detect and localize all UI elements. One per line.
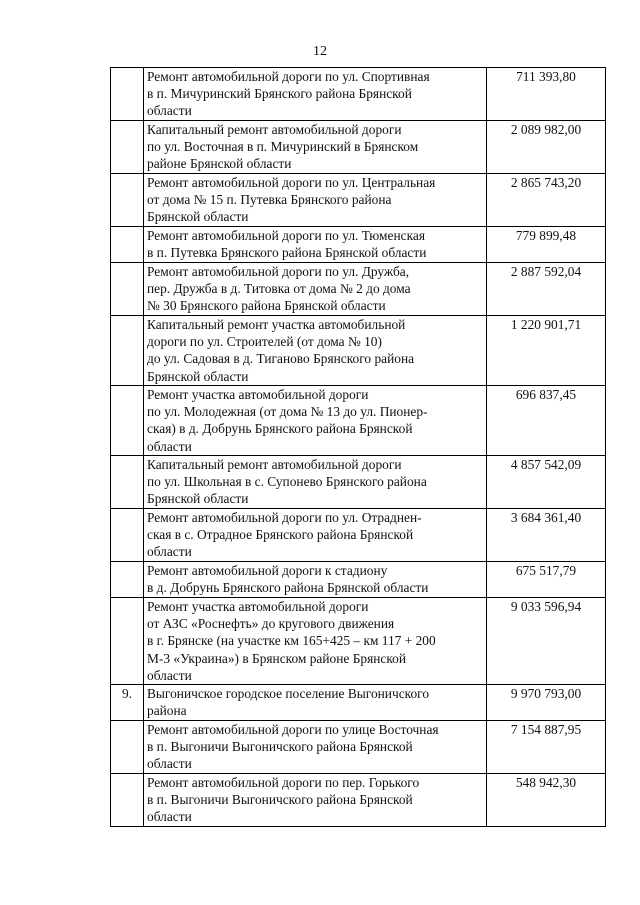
row-description <box>144 386 487 456</box>
description-line: Ремонт участка автомобильной дороги <box>147 599 369 614</box>
description-line: по ул. Школьная в с. Супонево Брянского района <box>147 474 427 490</box>
description-line: Ремонт автомобильной дороги по ул. Тюменская <box>147 228 425 243</box>
row-amount: 4 857 542,09 <box>487 456 606 509</box>
description-line: области <box>147 438 192 454</box>
description-line: по ул. Молодежная (от дома № 13 до ул. Пионер- <box>147 404 428 420</box>
table-row <box>111 685 606 721</box>
description-line: ская в с. Отрадное Брянского района Брянской <box>147 527 414 543</box>
description-line: района <box>147 703 187 719</box>
table-row <box>111 598 606 685</box>
row-amount: 9 970 793,00 <box>487 685 606 721</box>
row-number <box>111 598 144 685</box>
table-row <box>111 509 606 562</box>
row-number <box>111 121 144 174</box>
description-line: Ремонт автомобильной дороги по ул. Центральная <box>147 175 436 190</box>
description-line: № 30 Брянского района Брянской области <box>147 298 386 314</box>
description-line: в п. Путевка Брянского района Брянской области <box>147 245 427 261</box>
description-line: Ремонт автомобильной дороги к стадиону <box>147 563 388 578</box>
row-number <box>111 316 144 386</box>
description-line: М-3 «Украина») в Брянском районе Брянской <box>147 650 407 666</box>
table-row <box>111 774 606 827</box>
page-number: 12 <box>313 44 327 59</box>
table-row <box>111 316 606 386</box>
row-description <box>144 685 487 721</box>
row-number <box>111 263 144 316</box>
description-line: в п. Выгоничи Выгоничского района Брянской <box>147 792 413 808</box>
description-line: в п. Мичуринский Брянского района Брянской <box>147 86 412 102</box>
description-line: в п. Выгоничи Выгоничского района Брянской <box>147 739 413 755</box>
description-line: Капитальный ремонт участка автомобильной <box>147 317 406 332</box>
table-row <box>111 121 606 174</box>
description-line: ская) в д. Добрунь Брянского района Брянской <box>147 421 413 437</box>
row-description <box>144 721 487 774</box>
row-amount: 675 517,79 <box>487 562 606 598</box>
description-line: Ремонт автомобильной дороги по улице Восточная <box>147 722 439 738</box>
table-row <box>111 562 606 598</box>
row-description <box>144 456 487 509</box>
description-line: в д. Добрунь Брянского района Брянской области <box>147 580 429 596</box>
description-line: пер. Дружба в д. Титовка от дома № 2 до дома <box>147 281 411 297</box>
row-number <box>111 174 144 227</box>
row-description <box>144 509 487 562</box>
row-amount: 711 393,80 <box>487 68 606 121</box>
description-line: дороги по ул. Строителей (от дома № 10) <box>147 334 382 350</box>
row-amount: 3 684 361,40 <box>487 509 606 562</box>
table-row <box>111 227 606 263</box>
row-description <box>144 316 487 386</box>
description-line: Капитальный ремонт автомобильной дороги <box>147 457 402 472</box>
row-amount: 1 220 901,71 <box>487 316 606 386</box>
description-line: Брянской области <box>147 209 249 225</box>
table-row <box>111 174 606 227</box>
row-amount: 7 154 887,95 <box>487 721 606 774</box>
row-description <box>144 121 487 174</box>
row-number <box>111 509 144 562</box>
description-line: Ремонт участка автомобильной дороги <box>147 387 369 402</box>
description-line: области <box>147 667 192 683</box>
description-line: Ремонт автомобильной дороги по пер. Горького <box>147 775 420 791</box>
row-description <box>144 174 487 227</box>
row-description <box>144 263 487 316</box>
description-line: Выгоничское городское поселение Выгоничского <box>147 686 430 702</box>
description-line: области <box>147 103 192 119</box>
row-amount: 2 887 592,04 <box>487 263 606 316</box>
row-amount: 2 089 982,00 <box>487 121 606 174</box>
row-amount: 779 899,48 <box>487 227 606 263</box>
description-line: Ремонт автомобильной дороги по ул. Отраднен- <box>147 510 422 525</box>
row-number <box>111 721 144 774</box>
row-number <box>111 68 144 121</box>
description-line: от АЗС «Роснефть» до кругового движения <box>147 616 395 632</box>
row-description <box>144 562 487 598</box>
description-line: Брянской области <box>147 368 249 384</box>
row-amount: 9 033 596,94 <box>487 598 606 685</box>
row-number <box>111 562 144 598</box>
description-line: районе Брянской области <box>147 156 292 172</box>
row-number: 9. <box>111 685 144 721</box>
description-line: Ремонт автомобильной дороги по ул. Дружба, <box>147 264 410 279</box>
description-line: по ул. Восточная в п. Мичуринский в Брянском <box>147 139 419 155</box>
table-row <box>111 68 606 121</box>
description-line: Ремонт автомобильной дороги по ул. Спортивная <box>147 69 430 84</box>
table-row <box>111 386 606 456</box>
row-number <box>111 774 144 827</box>
description-line: в г. Брянске (на участке км 165+425 – км 117 + 200 <box>147 633 436 649</box>
row-number <box>111 456 144 509</box>
description-line: от дома № 15 п. Путевка Брянского района <box>147 192 392 208</box>
table-row <box>111 721 606 774</box>
table-row <box>111 263 606 316</box>
row-number <box>111 227 144 263</box>
description-line: до ул. Садовая в д. Тиганово Брянского района <box>147 351 415 367</box>
description-line: области <box>147 756 192 772</box>
row-number <box>111 386 144 456</box>
table-row <box>111 456 606 509</box>
description-line: Брянской области <box>147 491 249 507</box>
description-line: Капитальный ремонт автомобильной дороги <box>147 122 402 137</box>
row-description <box>144 598 487 685</box>
row-amount: 548 942,30 <box>487 774 606 827</box>
description-line: области <box>147 544 192 560</box>
row-description <box>144 227 487 263</box>
budget-table <box>110 67 606 827</box>
description-line: области <box>147 809 192 825</box>
row-description <box>144 68 487 121</box>
row-amount: 696 837,45 <box>487 386 606 456</box>
row-description <box>144 774 487 827</box>
row-amount: 2 865 743,20 <box>487 174 606 227</box>
